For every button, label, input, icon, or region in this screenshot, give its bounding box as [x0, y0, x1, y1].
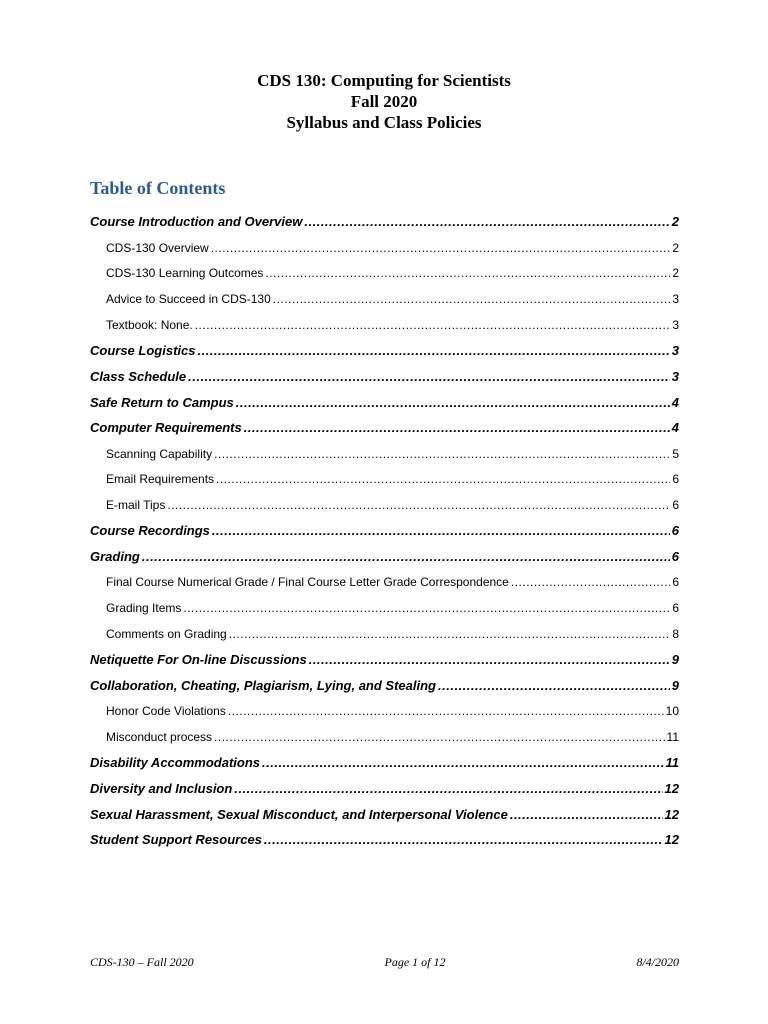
- toc-entry[interactable]: [90, 518, 679, 544]
- toc-dot-leader: [188, 369, 670, 384]
- toc-entry-page-number: 3: [672, 292, 679, 307]
- toc-entry-page-number: 8: [672, 626, 679, 641]
- toc-entry[interactable]: [90, 698, 679, 724]
- toc-entry-label: Collaboration, Cheating, Plagiarism, Lying, and Stealing: [90, 677, 436, 693]
- toc-entry-label: Sexual Harassment, Sexual Misconduct, and Interpersonal Violence: [90, 806, 508, 822]
- toc-dot-leader: [212, 523, 670, 538]
- toc-dot-leader: [265, 266, 670, 280]
- toc-entry-page-number: 11: [665, 755, 679, 771]
- page-footer: [90, 955, 679, 970]
- toc-entry-page-number: 5: [672, 446, 679, 461]
- toc-entry-page-number: 6: [672, 472, 679, 487]
- toc-entry-page-number: 6: [671, 549, 679, 565]
- toc-entry-label: Comments on Grading: [106, 626, 227, 641]
- toc-dot-leader: [214, 447, 670, 461]
- toc-entry[interactable]: [90, 750, 679, 776]
- toc-entry-label: Course Introduction and Overview: [90, 214, 303, 230]
- term: Fall 2020: [350, 92, 418, 111]
- toc-entry[interactable]: [90, 827, 679, 853]
- toc-entry-label: Class Schedule: [90, 368, 187, 384]
- toc-entry[interactable]: [90, 441, 679, 467]
- toc-entry[interactable]: [90, 570, 679, 596]
- toc-entry-page-number: 6: [671, 523, 679, 539]
- toc-dot-leader: [309, 652, 670, 667]
- toc-dot-leader: [304, 214, 669, 229]
- toc-entry-label: Netiquette For On-line Discussions: [90, 652, 307, 668]
- toc-entry-label: Final Course Numerical Grade / Final Course Letter Grade Correspondence: [106, 575, 509, 590]
- toc-entry-page-number: 4: [671, 420, 679, 436]
- toc-entry[interactable]: [90, 544, 679, 570]
- toc-dot-leader: [244, 420, 670, 435]
- toc-entry-page-number: 2: [672, 266, 679, 281]
- toc-entry-label: Course Recordings: [90, 523, 210, 539]
- toc-entry[interactable]: [90, 261, 679, 287]
- toc-entry-page-number: 6: [672, 575, 679, 590]
- toc-heading: Table of Contents: [90, 178, 226, 198]
- toc-dot-leader: [183, 601, 670, 615]
- toc-dot-leader: [510, 807, 663, 822]
- toc-dot-leader: [167, 498, 670, 512]
- toc-entry-page-number: 6: [672, 498, 679, 513]
- toc-entry-label: Email Requirements: [106, 472, 215, 487]
- toc-entry-label: Computer Requirements: [90, 420, 242, 436]
- toc-dot-leader: [236, 395, 670, 410]
- toc-entry-page-number: 9: [671, 677, 679, 693]
- footer-course: CDS-130 – Fall 2020: [90, 955, 194, 969]
- footer-date: 8/4/2020: [636, 955, 679, 969]
- toc-dot-leader: [262, 755, 664, 770]
- toc-entry-page-number: 12: [664, 806, 679, 822]
- toc-entry[interactable]: [90, 776, 679, 802]
- toc-dot-leader: [438, 678, 670, 693]
- toc-entry[interactable]: [90, 724, 679, 750]
- toc-entry[interactable]: [90, 389, 679, 415]
- toc-entry-page-number: 10: [665, 704, 679, 719]
- toc-entry-label: Diversity and Inclusion: [90, 780, 233, 796]
- toc-entry[interactable]: [90, 364, 679, 390]
- toc-entry[interactable]: [90, 492, 679, 518]
- toc-entry-label: Safe Return to Campus: [90, 394, 234, 410]
- toc-dot-leader: [142, 549, 670, 564]
- toc-entry[interactable]: [90, 673, 679, 699]
- footer-page-number: Page 1 of 12: [384, 955, 446, 969]
- toc-entry[interactable]: [90, 595, 679, 621]
- toc-entry-label: CDS-130 Overview: [106, 240, 209, 255]
- toc-entry[interactable]: [90, 415, 679, 441]
- toc-entry-page-number: 6: [672, 601, 679, 616]
- toc-dot-leader: [229, 627, 671, 641]
- toc-entry-page-number: 2: [672, 240, 679, 255]
- toc-entry-label: E-mail Tips: [106, 498, 166, 513]
- title-block: [0, 70, 768, 133]
- toc-entry-page-number: 3: [671, 368, 679, 384]
- toc-dot-leader: [234, 781, 662, 796]
- toc-entry[interactable]: [90, 467, 679, 493]
- toc-entry-page-number: 12: [664, 780, 679, 796]
- toc-entry-label: Misconduct process: [106, 729, 213, 744]
- toc-entry-label: Textbook: None.: [106, 317, 193, 332]
- toc-entry-label: Advice to Succeed in CDS-130: [106, 292, 271, 307]
- toc-entry-label: Course Logistics: [90, 343, 196, 359]
- toc-entry[interactable]: [90, 621, 679, 647]
- toc-entry-page-number: 3: [671, 343, 679, 359]
- toc-entry-label: Disability Accommodations: [90, 755, 260, 771]
- toc-entry[interactable]: [90, 235, 679, 261]
- toc-entry-page-number: 9: [671, 652, 679, 668]
- toc-entry-label: Honor Code Violations: [106, 704, 226, 719]
- toc-entry-label: Grading Items: [106, 601, 182, 616]
- toc-entry[interactable]: [90, 338, 679, 364]
- toc-dot-leader: [264, 832, 663, 847]
- toc-entry-page-number: 2: [671, 214, 679, 230]
- toc-dot-leader: [214, 730, 664, 744]
- toc-dot-leader: [195, 318, 671, 332]
- table-of-contents: [90, 209, 679, 853]
- toc-entry-label: Grading: [90, 549, 140, 565]
- toc-dot-leader: [511, 575, 670, 589]
- toc-entry-page-number: 11: [666, 729, 679, 744]
- document-subtitle: Syllabus and Class Policies: [286, 113, 482, 132]
- toc-entry[interactable]: [90, 312, 679, 338]
- toc-dot-leader: [216, 472, 670, 486]
- toc-dot-leader: [273, 292, 671, 306]
- toc-dot-leader: [211, 241, 671, 255]
- toc-entry[interactable]: [90, 209, 679, 235]
- toc-entry-page-number: 3: [672, 317, 679, 332]
- toc-dot-leader: [197, 343, 669, 358]
- toc-entry-page-number: 12: [664, 832, 679, 848]
- course-title: CDS 130: Computing for Scientists: [257, 71, 511, 90]
- toc-entry-label: CDS-130 Learning Outcomes: [106, 266, 264, 281]
- toc-entry[interactable]: [90, 647, 679, 673]
- toc-entry-label: Student Support Resources: [90, 832, 262, 848]
- toc-entry-page-number: 4: [671, 394, 679, 410]
- toc-dot-leader: [228, 704, 664, 718]
- toc-entry[interactable]: [90, 286, 679, 312]
- toc-entry-label: Scanning Capability: [106, 446, 213, 461]
- toc-entry[interactable]: [90, 801, 679, 827]
